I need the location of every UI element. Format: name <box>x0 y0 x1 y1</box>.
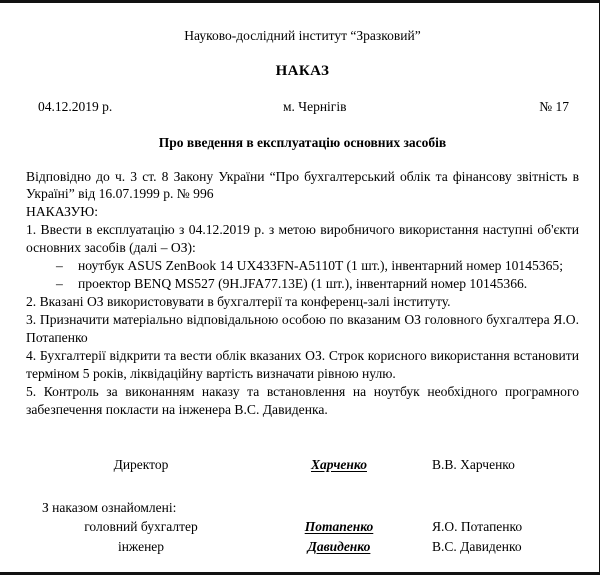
order-item-2: 2. Вказані ОЗ використовувати в бухгалтерії та конференц-залі інституту. <box>26 294 451 310</box>
list-item <box>26 257 579 275</box>
order-verb: НАКАЗУЮ: <box>26 204 99 220</box>
asset-description: ноутбук ASUS ZenBook 14 UX433FN-A5110T (1 шт.), інвентарний номер 10145365; <box>78 258 563 274</box>
acknowledger-signature-mark <box>264 517 414 537</box>
document-subject: Про введення в експлуатацію основних засобів <box>158 134 447 150</box>
asset-list <box>26 257 579 293</box>
acknowledger-signature-mark <box>264 537 414 557</box>
document-date: 04.12.2019 р. <box>38 98 113 114</box>
acknowledgement-title: З наказом ознайомлені: <box>42 500 177 516</box>
director-name: В.В. Харченко <box>432 456 515 472</box>
document-body <box>26 168 579 419</box>
acknowledger-name: В.С. Давиденко <box>432 538 522 554</box>
preamble-paragraph: Відповідно до ч. 3 ст. 8 Закону України “Про бухгалтерський облік та фінансову звітність в Україні” від 16.07.1999 р. № 996 <box>26 168 579 202</box>
director-signature-mark <box>264 455 414 475</box>
director-signature-row <box>26 455 579 475</box>
acknowledger-role: головний бухгалтер <box>84 519 198 535</box>
director-role: Директор <box>113 456 169 472</box>
acknowledger-role: інженер <box>117 538 165 554</box>
acknowledgers-list <box>26 517 579 556</box>
document-city: м. Чернігів <box>283 98 347 114</box>
acknowledger-row <box>26 537 579 557</box>
dash-bullet-icon: – <box>56 276 63 292</box>
list-item <box>26 275 579 293</box>
director-signature-text: Харченко <box>311 456 367 472</box>
organization-name: Науково-дослідний інститут “Зразковий” <box>184 28 421 43</box>
document-number: № 17 <box>539 98 569 114</box>
order-item-1: 1. Ввести в експлуатацію з 04.12.2019 р. з метою виробничого використання наступні об'єкти основних засобів (далі – ОЗ): <box>26 222 579 256</box>
dash-bullet-icon: – <box>56 258 63 274</box>
acknowledger-signature-text: Давиденко <box>307 538 371 554</box>
document-kind-title: НАКАЗ <box>275 62 330 79</box>
order-item-3: 3. Призначити матеріально відповідальною особою по вказаним ОЗ головного бухгалтера Я.О. Потапенко <box>26 312 579 345</box>
acknowledger-name: Я.О. Потапенко <box>432 519 523 535</box>
acknowledger-row <box>26 517 579 537</box>
asset-description: проектор BENQ MS527 (9H.JFA77.13E) (1 шт.), інвентарний номер 10145366. <box>78 276 528 292</box>
order-item-5: 5. Контроль за виконанням наказу та встановлення на ноутбук необхідного програмного забезпечення покласти на інженера В.С. Давиденка. <box>26 383 579 417</box>
document-meta-row <box>26 99 579 115</box>
acknowledger-signature-text: Потапенко <box>304 519 374 535</box>
signature-block <box>26 455 579 557</box>
order-item-4: 4. Бухгалтерії відкрити та вести облік вказаних ОЗ. Строк корисного використання встановити терміном 5 років, ліквідаційну вартість визначати рівною нулю. <box>26 347 579 381</box>
